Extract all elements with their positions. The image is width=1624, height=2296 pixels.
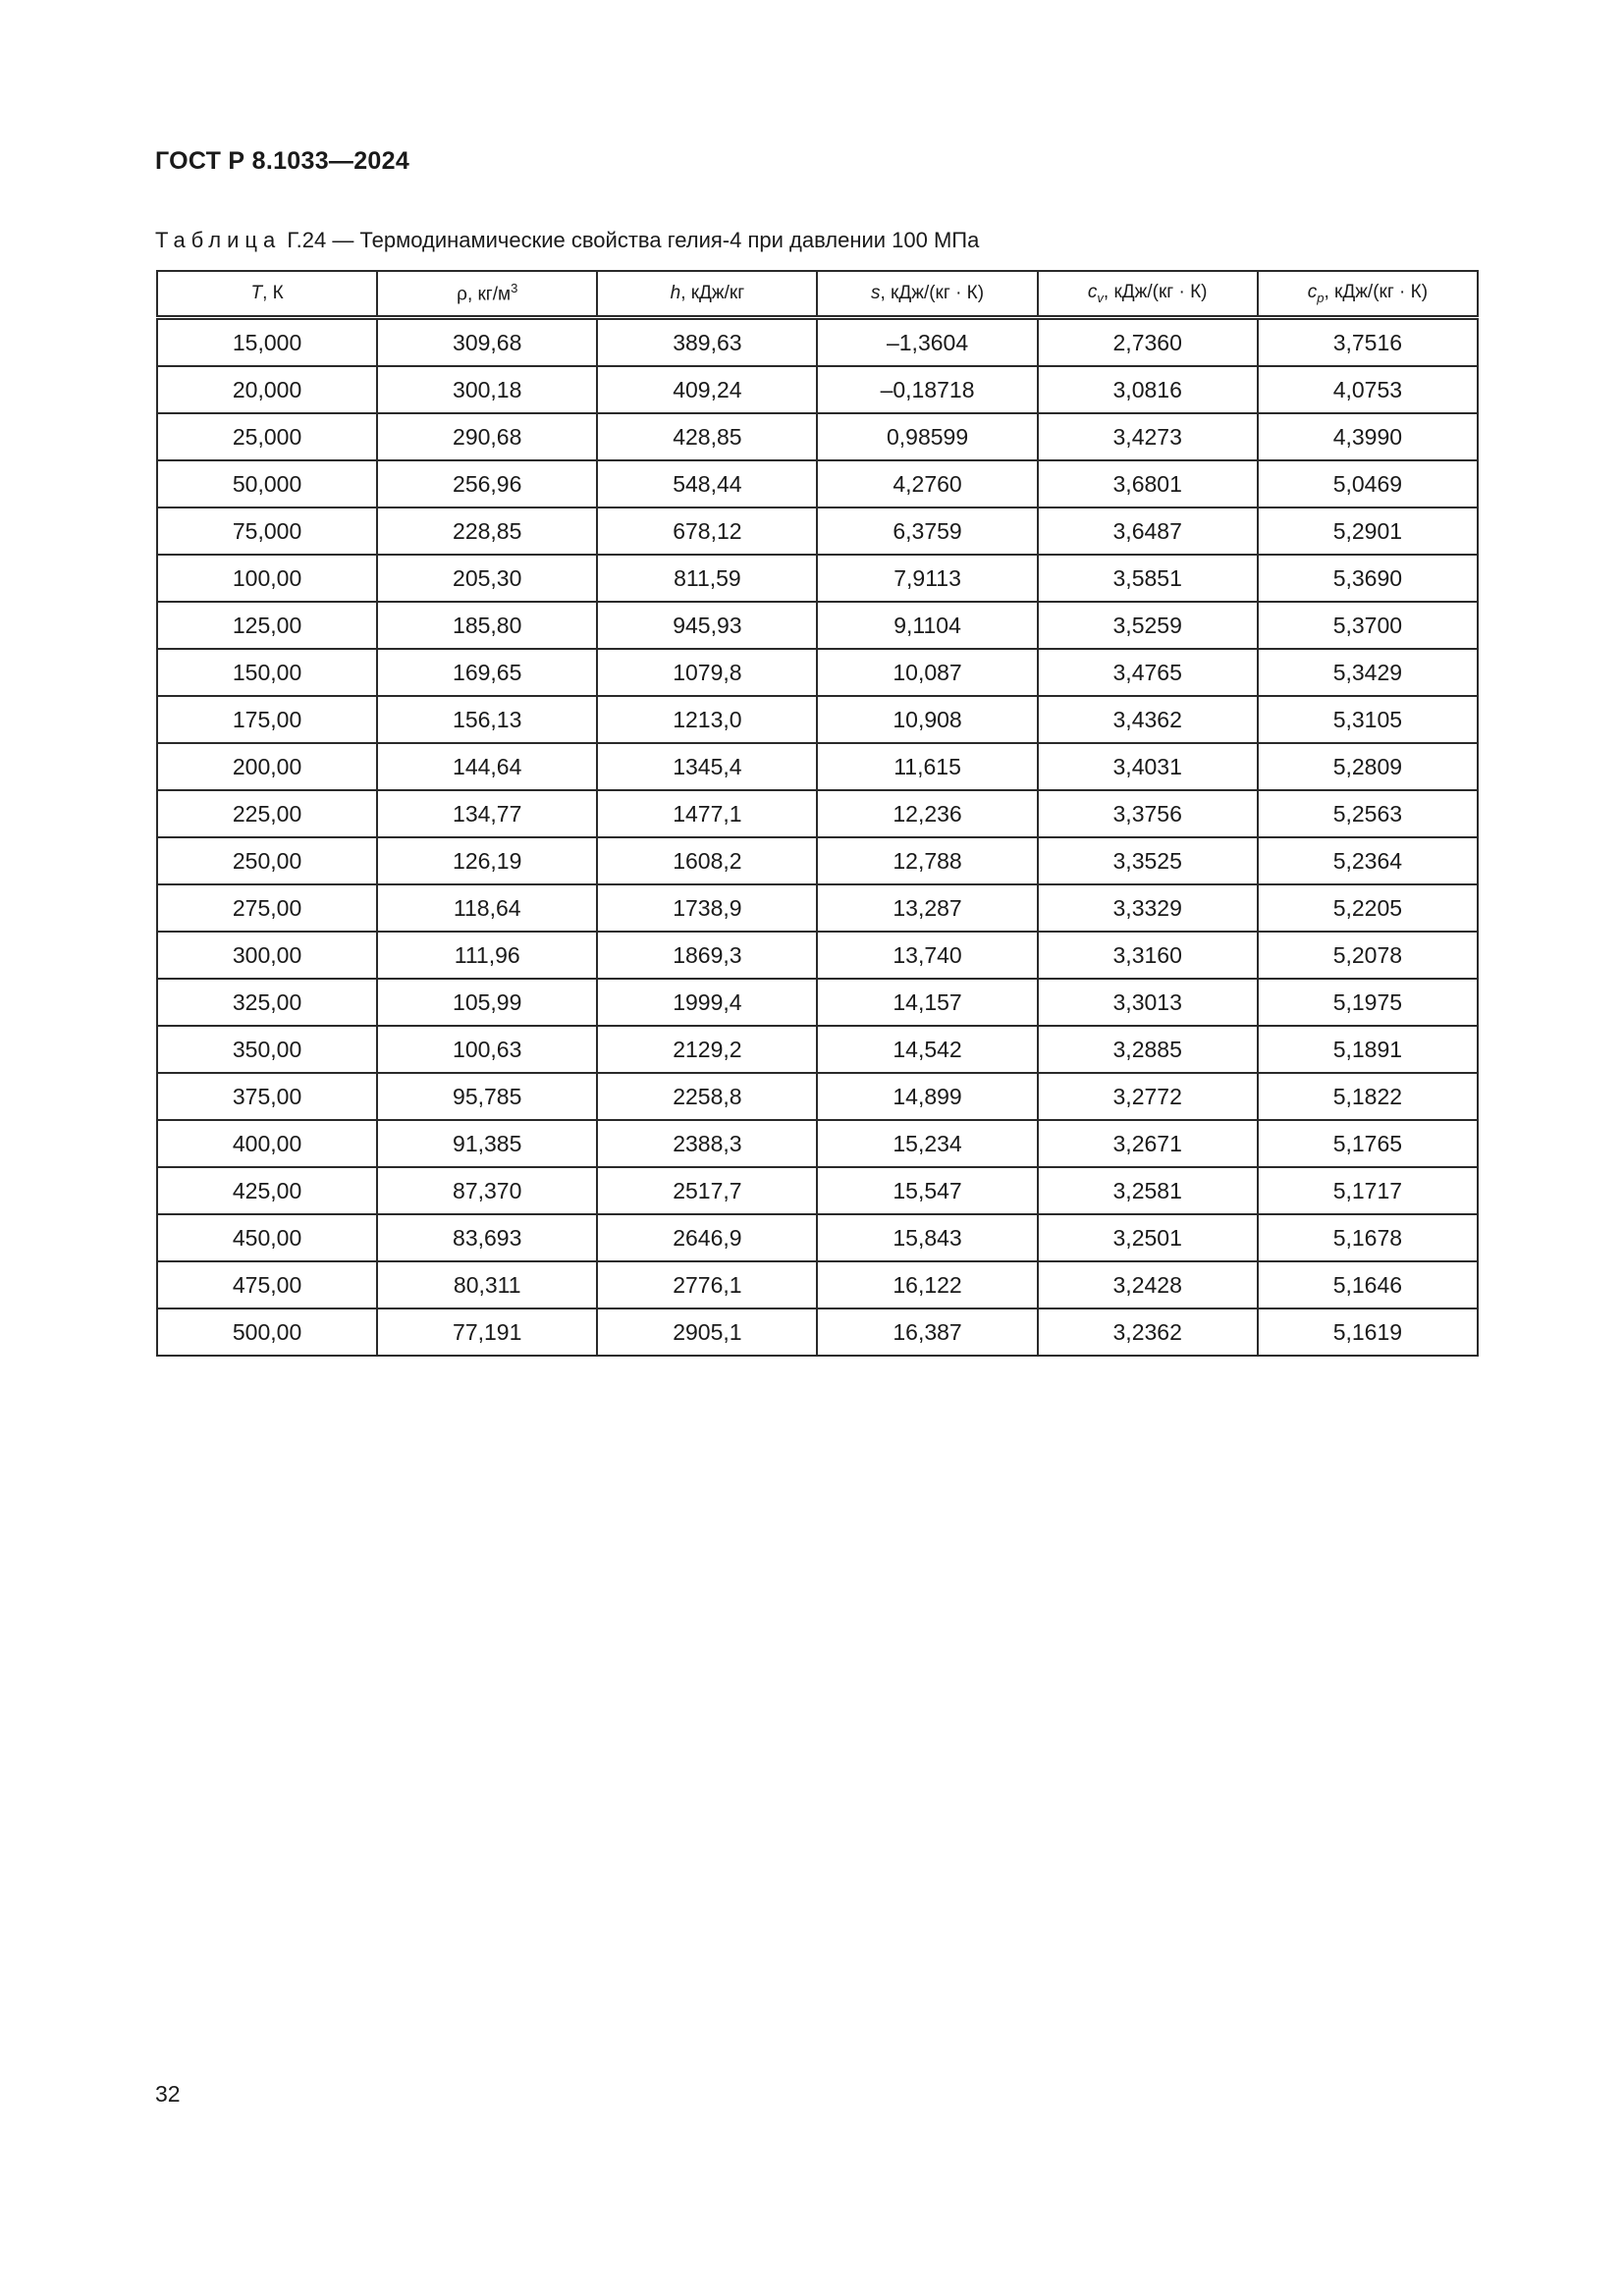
table-row (157, 696, 1478, 743)
table-cell: 3,3525 (1038, 837, 1258, 884)
table-cell: 3,2428 (1038, 1261, 1258, 1308)
table-row (157, 460, 1478, 507)
table-cell: 228,85 (377, 507, 597, 555)
table-cell: 14,157 (817, 979, 1037, 1026)
table-cell: 50,000 (157, 460, 377, 507)
table-cell: 5,1822 (1258, 1073, 1478, 1120)
table-row (157, 790, 1478, 837)
table-cell: 11,615 (817, 743, 1037, 790)
table-row (157, 318, 1478, 367)
table-row (157, 1261, 1478, 1308)
table-cell: 80,311 (377, 1261, 597, 1308)
table-cell: 5,2205 (1258, 884, 1478, 932)
table-row (157, 602, 1478, 649)
table-row (157, 507, 1478, 555)
table-cell: 3,5259 (1038, 602, 1258, 649)
table-cell: 25,000 (157, 413, 377, 460)
table-cell: 15,000 (157, 318, 377, 367)
table-cell: 91,385 (377, 1120, 597, 1167)
table-cell: 126,19 (377, 837, 597, 884)
table-cell: 125,00 (157, 602, 377, 649)
table-cell: 3,2581 (1038, 1167, 1258, 1214)
table-cell: 185,80 (377, 602, 597, 649)
table-cell: 205,30 (377, 555, 597, 602)
table-cell: 14,899 (817, 1073, 1037, 1120)
table-cell: 5,1891 (1258, 1026, 1478, 1073)
table-cell: 3,6487 (1038, 507, 1258, 555)
table-cell: 10,087 (817, 649, 1037, 696)
table-cell: 3,4362 (1038, 696, 1258, 743)
table-cell: 14,542 (817, 1026, 1037, 1073)
table-cell: –1,3604 (817, 318, 1037, 367)
table-row (157, 1120, 1478, 1167)
table-cell: 811,59 (597, 555, 817, 602)
table-cell: 5,2563 (1258, 790, 1478, 837)
table-cell: 500,00 (157, 1308, 377, 1356)
table-cell: 3,2671 (1038, 1120, 1258, 1167)
table-cell: 2905,1 (597, 1308, 817, 1356)
table-cell: 15,843 (817, 1214, 1037, 1261)
table-cell: 2776,1 (597, 1261, 817, 1308)
table-cell: 0,98599 (817, 413, 1037, 460)
table-cell: 3,6801 (1038, 460, 1258, 507)
header-cell-cv: $c_v$, кДж/(кг · К) (1038, 271, 1258, 318)
table-cell: 5,1646 (1258, 1261, 1478, 1308)
table-cell: 75,000 (157, 507, 377, 555)
table-cell: 20,000 (157, 366, 377, 413)
table-cell: 3,5851 (1038, 555, 1258, 602)
table-cell: 5,1765 (1258, 1120, 1478, 1167)
table-row (157, 1214, 1478, 1261)
table-cell: 150,00 (157, 649, 377, 696)
table-row (157, 837, 1478, 884)
table-cell: 325,00 (157, 979, 377, 1026)
table-cell: 3,2772 (1038, 1073, 1258, 1120)
table-cell: 5,2078 (1258, 932, 1478, 979)
table-row (157, 743, 1478, 790)
table-cell: 175,00 (157, 696, 377, 743)
table-cell: 3,3160 (1038, 932, 1258, 979)
table-cell: 5,2809 (1258, 743, 1478, 790)
table-header-row (157, 271, 1478, 318)
table-cell: 16,387 (817, 1308, 1037, 1356)
table-cell: 250,00 (157, 837, 377, 884)
table-cell: 5,3700 (1258, 602, 1478, 649)
table-cell: 300,18 (377, 366, 597, 413)
table-cell: 134,77 (377, 790, 597, 837)
table-cell: 6,3759 (817, 507, 1037, 555)
table-cell: 5,1619 (1258, 1308, 1478, 1356)
table-cell: 12,788 (817, 837, 1037, 884)
table-cell: 3,3329 (1038, 884, 1258, 932)
table-cell: 548,44 (597, 460, 817, 507)
table-cell: 1608,2 (597, 837, 817, 884)
table-cell: 100,00 (157, 555, 377, 602)
table-cell: 2388,3 (597, 1120, 817, 1167)
table-cell: 105,99 (377, 979, 597, 1026)
page-number: 32 (155, 2081, 181, 2107)
table-cell: 3,4273 (1038, 413, 1258, 460)
table-cell: 13,740 (817, 932, 1037, 979)
table-cell: 2258,8 (597, 1073, 817, 1120)
table-row (157, 884, 1478, 932)
table-cell: 5,2364 (1258, 837, 1478, 884)
table-cell: 225,00 (157, 790, 377, 837)
table-cell: 5,3690 (1258, 555, 1478, 602)
table-cell: 4,3990 (1258, 413, 1478, 460)
table-cell: 3,2501 (1038, 1214, 1258, 1261)
table-cell: 1079,8 (597, 649, 817, 696)
header-cell-enthalpy: h, кДж/кг (597, 271, 817, 318)
table-cell: 3,0816 (1038, 366, 1258, 413)
table-cell: 475,00 (157, 1261, 377, 1308)
table-cell: 2517,7 (597, 1167, 817, 1214)
table-cell: 389,63 (597, 318, 817, 367)
table-cell: 95,785 (377, 1073, 597, 1120)
header-cell-temperature: T, К (157, 271, 377, 318)
table-cell: 15,234 (817, 1120, 1037, 1167)
table-cell: 2646,9 (597, 1214, 817, 1261)
header-cell-density: ρ, $кг/м^3$ (377, 271, 597, 318)
table-cell: 10,908 (817, 696, 1037, 743)
table-cell: 13,287 (817, 884, 1037, 932)
table-cell: –0,18718 (817, 366, 1037, 413)
table-row (157, 932, 1478, 979)
table-cell: 678,12 (597, 507, 817, 555)
table-row (157, 413, 1478, 460)
table-row (157, 1026, 1478, 1073)
table-row (157, 979, 1478, 1026)
table-cell: 450,00 (157, 1214, 377, 1261)
caption-prefix: Таблица (155, 228, 282, 252)
table-cell: 5,3105 (1258, 696, 1478, 743)
table-cell: 400,00 (157, 1120, 377, 1167)
table-cell: 409,24 (597, 366, 817, 413)
table-cell: 16,122 (817, 1261, 1037, 1308)
header-cell-cp: $c_p$, кДж/(кг · К) (1258, 271, 1478, 318)
table-cell: 144,64 (377, 743, 597, 790)
table-cell: 3,3013 (1038, 979, 1258, 1026)
table-cell: 83,693 (377, 1214, 597, 1261)
table-cell: 375,00 (157, 1073, 377, 1120)
table-cell: 100,63 (377, 1026, 597, 1073)
properties-table (156, 270, 1479, 1357)
table-cell: 7,9113 (817, 555, 1037, 602)
table-row (157, 1308, 1478, 1356)
table-cell: 1477,1 (597, 790, 817, 837)
table-cell: 3,4031 (1038, 743, 1258, 790)
table-cell: 300,00 (157, 932, 377, 979)
table-cell: 87,370 (377, 1167, 597, 1214)
table-caption (155, 228, 979, 253)
table-cell: 425,00 (157, 1167, 377, 1214)
table-cell: 3,2362 (1038, 1308, 1258, 1356)
table-cell: 5,3429 (1258, 649, 1478, 696)
table-cell: 2129,2 (597, 1026, 817, 1073)
table-cell: 9,1104 (817, 602, 1037, 649)
table-cell: 1738,9 (597, 884, 817, 932)
table-cell: 350,00 (157, 1026, 377, 1073)
table-cell: 4,0753 (1258, 366, 1478, 413)
table-cell: 5,1975 (1258, 979, 1478, 1026)
table-cell: 1869,3 (597, 932, 817, 979)
table-cell: 12,236 (817, 790, 1037, 837)
table-cell: 118,64 (377, 884, 597, 932)
table-cell: 256,96 (377, 460, 597, 507)
table-cell: 290,68 (377, 413, 597, 460)
table-cell: 1345,4 (597, 743, 817, 790)
table-cell: 111,96 (377, 932, 597, 979)
table-cell: 1213,0 (597, 696, 817, 743)
table-row (157, 1073, 1478, 1120)
table-cell: 77,191 (377, 1308, 597, 1356)
table-cell: 5,2901 (1258, 507, 1478, 555)
table-cell: 4,2760 (817, 460, 1037, 507)
table-row (157, 649, 1478, 696)
table-cell: 5,0469 (1258, 460, 1478, 507)
table-cell: 3,7516 (1258, 318, 1478, 367)
table-cell: 5,1717 (1258, 1167, 1478, 1214)
table-cell: 3,4765 (1038, 649, 1258, 696)
table-row (157, 1167, 1478, 1214)
table-cell: 1999,4 (597, 979, 817, 1026)
table-cell: 2,7360 (1038, 318, 1258, 367)
table-cell: 275,00 (157, 884, 377, 932)
header-cell-entropy: s, кДж/(кг · К) (817, 271, 1037, 318)
table-cell: 309,68 (377, 318, 597, 367)
table-row (157, 555, 1478, 602)
table-cell: 5,1678 (1258, 1214, 1478, 1261)
caption-text: Г.24 — Термодинамические свойства гелия-4 при давлении 100 МПа (287, 228, 980, 252)
table-cell: 200,00 (157, 743, 377, 790)
table-row (157, 366, 1478, 413)
document-header: ГОСТ Р 8.1033—2024 (155, 147, 410, 175)
table-cell: 156,13 (377, 696, 597, 743)
table-cell: 15,547 (817, 1167, 1037, 1214)
table-cell: 3,2885 (1038, 1026, 1258, 1073)
table-cell: 428,85 (597, 413, 817, 460)
table-cell: 3,3756 (1038, 790, 1258, 837)
table-cell: 945,93 (597, 602, 817, 649)
table-cell: 169,65 (377, 649, 597, 696)
